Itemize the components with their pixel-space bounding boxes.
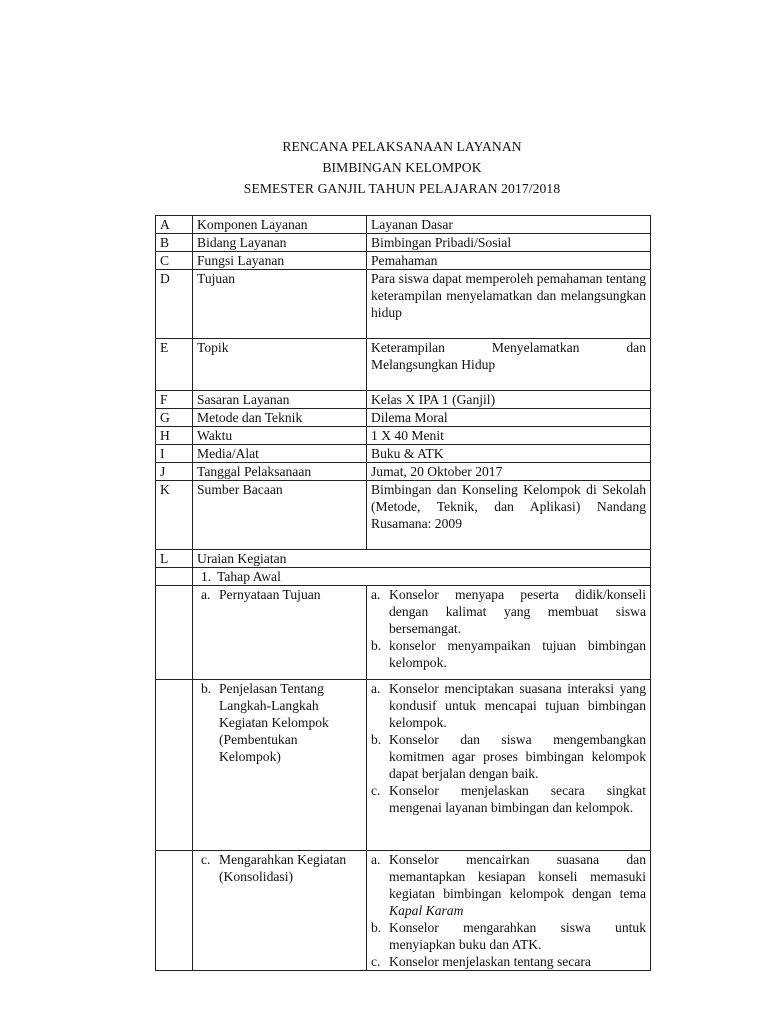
stage-label bbox=[193, 568, 651, 586]
row-label: Tujuan bbox=[193, 270, 367, 339]
table-row bbox=[156, 463, 651, 481]
step-activity-cell bbox=[367, 680, 651, 851]
list-item bbox=[371, 731, 646, 782]
row-value: Bimbingan Pribadi/Sosial bbox=[367, 234, 651, 252]
table-row bbox=[156, 270, 651, 339]
list-item bbox=[371, 782, 646, 816]
row-label: Uraian Kegiatan bbox=[193, 550, 651, 568]
step-label bbox=[201, 851, 362, 885]
row-label: Fungsi Layanan bbox=[193, 252, 367, 270]
row-value: Pemahaman bbox=[367, 252, 651, 270]
row-label: Topik bbox=[193, 339, 367, 391]
heading-line-1: RENCANA PELAKSANAAN LAYANAN bbox=[282, 139, 522, 154]
row-label: Sumber Bacaan bbox=[193, 481, 367, 550]
item-emphasis: Kapal Karam bbox=[389, 903, 464, 918]
stage-heading bbox=[197, 568, 646, 585]
row-code: H bbox=[156, 427, 193, 445]
step-label-cell bbox=[193, 680, 367, 851]
row-code-empty bbox=[156, 680, 193, 851]
step-title: Pernyataan Tujuan bbox=[219, 587, 321, 602]
step-label-cell bbox=[193, 586, 367, 680]
activity-list bbox=[371, 680, 646, 816]
item-marker: b. bbox=[371, 920, 382, 935]
list-item bbox=[371, 953, 646, 970]
step-marker: b. bbox=[201, 681, 212, 696]
row-code: D bbox=[156, 270, 193, 339]
document-heading bbox=[0, 136, 768, 199]
row-label: Metode dan Teknik bbox=[193, 409, 367, 427]
item-marker: c. bbox=[371, 783, 381, 798]
row-value bbox=[367, 270, 651, 339]
table-row bbox=[156, 550, 651, 568]
row-label: Waktu bbox=[193, 427, 367, 445]
item-marker: b. bbox=[371, 732, 382, 747]
table-row bbox=[156, 391, 651, 409]
table-row bbox=[156, 409, 651, 427]
table-row bbox=[156, 252, 651, 270]
row-code: F bbox=[156, 391, 193, 409]
table-row bbox=[156, 586, 651, 680]
item-marker: a. bbox=[371, 681, 381, 696]
list-item bbox=[371, 637, 646, 671]
plan-table bbox=[155, 215, 651, 971]
row-code: A bbox=[156, 216, 193, 234]
step-label bbox=[201, 586, 362, 603]
row-value: 1 X 40 Menit bbox=[367, 427, 651, 445]
table-row bbox=[156, 339, 651, 391]
row-spacer bbox=[371, 532, 646, 549]
row-value: Buku & ATK bbox=[367, 445, 651, 463]
item-marker: a. bbox=[371, 852, 381, 867]
item-marker: b. bbox=[371, 638, 382, 653]
stage-number: 1. bbox=[201, 569, 212, 584]
row-code: E bbox=[156, 339, 193, 391]
step-title: Penjelasan Tentang Langkah-Langkah Kegiatan Kelompok (Pembentukan Kelompok) bbox=[219, 681, 329, 764]
row-label: Media/Alat bbox=[193, 445, 367, 463]
item-text: Konselor mencairkan suasana dan memantapkan kesiapan konseli memasuki kegiatan bimbingan kelompok dengan tema bbox=[389, 852, 646, 901]
table-row bbox=[156, 481, 651, 550]
item-text: konselor menyampaikan tujuan bimbingan kelompok. bbox=[389, 638, 646, 670]
row-code: I bbox=[156, 445, 193, 463]
row-label: Komponen Layanan bbox=[193, 216, 367, 234]
row-code-empty bbox=[156, 568, 193, 586]
row-code-empty bbox=[156, 586, 193, 680]
table-row bbox=[156, 568, 651, 586]
stage-title: Tahap Awal bbox=[217, 569, 281, 584]
heading-line-2: BIMBINGAN KELOMPOK bbox=[322, 160, 482, 175]
row-code: K bbox=[156, 481, 193, 550]
row-code: B bbox=[156, 234, 193, 252]
row-code: G bbox=[156, 409, 193, 427]
table-row bbox=[156, 216, 651, 234]
item-marker: c. bbox=[371, 954, 381, 969]
row-spacer bbox=[371, 373, 646, 390]
item-text: Konselor menyapa peserta didik/konseli dengan kalimat yang membuat siswa bersemangat. bbox=[389, 587, 646, 636]
step-activity-cell bbox=[367, 586, 651, 680]
item-text: Konselor dan siswa mengembangkan komitmen agar proses bimbingan kelompok dapat berjalan dengan baik. bbox=[389, 732, 646, 781]
activity-list bbox=[371, 586, 646, 671]
row-code: L bbox=[156, 550, 193, 568]
row-code-empty bbox=[156, 851, 193, 971]
step-marker: c. bbox=[201, 852, 211, 867]
table-row bbox=[156, 851, 651, 971]
row-label: Tanggal Pelaksanaan bbox=[193, 463, 367, 481]
item-text: Konselor menjelaskan secara singkat mengenai layanan bimbingan dan kelompok. bbox=[389, 783, 646, 815]
item-marker: a. bbox=[371, 587, 381, 602]
list-item bbox=[371, 586, 646, 637]
row-value: Layanan Dasar bbox=[367, 216, 651, 234]
list-item bbox=[371, 919, 646, 953]
activity-list bbox=[371, 851, 646, 970]
list-item bbox=[371, 851, 646, 919]
item-text: Konselor mengarahkan siswa untuk menyiapkan buku dan ATK. bbox=[389, 920, 646, 952]
heading-line-3: SEMESTER GANJIL TAHUN PELAJARAN 2017/2018 bbox=[243, 181, 561, 196]
row-code: J bbox=[156, 463, 193, 481]
row-value bbox=[367, 339, 651, 391]
row-value: Jumat, 20 Oktober 2017 bbox=[367, 463, 651, 481]
row-spacer bbox=[371, 321, 646, 338]
item-text: Konselor menjelaskan tentang secara bbox=[389, 954, 591, 969]
step-marker: a. bbox=[201, 587, 211, 602]
row-value-text: Bimbingan dan Konseling Kelompok di Sekolah (Metode, Teknik, dan Aplikasi) Nandang Rusamana: 2009 bbox=[371, 482, 646, 531]
row-code: C bbox=[156, 252, 193, 270]
table-row bbox=[156, 234, 651, 252]
row-value-text: Keterampilan Menyelamatkan dan Melangsungkan Hidup bbox=[371, 340, 646, 372]
step-label-cell bbox=[193, 851, 367, 971]
step-title: Mengarahkan Kegiatan (Konsolidasi) bbox=[219, 852, 347, 884]
step-activity-cell bbox=[367, 851, 651, 971]
row-label: Bidang Layanan bbox=[193, 234, 367, 252]
table-row bbox=[156, 445, 651, 463]
row-value: Dilema Moral bbox=[367, 409, 651, 427]
item-text: Konselor menciptakan suasana interaksi yang kondusif untuk mencapai tujuan bimbingan kelompok. bbox=[389, 681, 646, 730]
list-item bbox=[371, 680, 646, 731]
row-label: Sasaran Layanan bbox=[193, 391, 367, 409]
step-label bbox=[201, 680, 362, 765]
row-value: Kelas X IPA 1 (Ganjil) bbox=[367, 391, 651, 409]
table-row bbox=[156, 427, 651, 445]
table-row bbox=[156, 680, 651, 851]
row-value-text: Para siswa dapat memperoleh pemahaman tentang keterampilan menyelamatkan dan melangsungkan hidup bbox=[371, 271, 646, 320]
row-value bbox=[367, 481, 651, 550]
